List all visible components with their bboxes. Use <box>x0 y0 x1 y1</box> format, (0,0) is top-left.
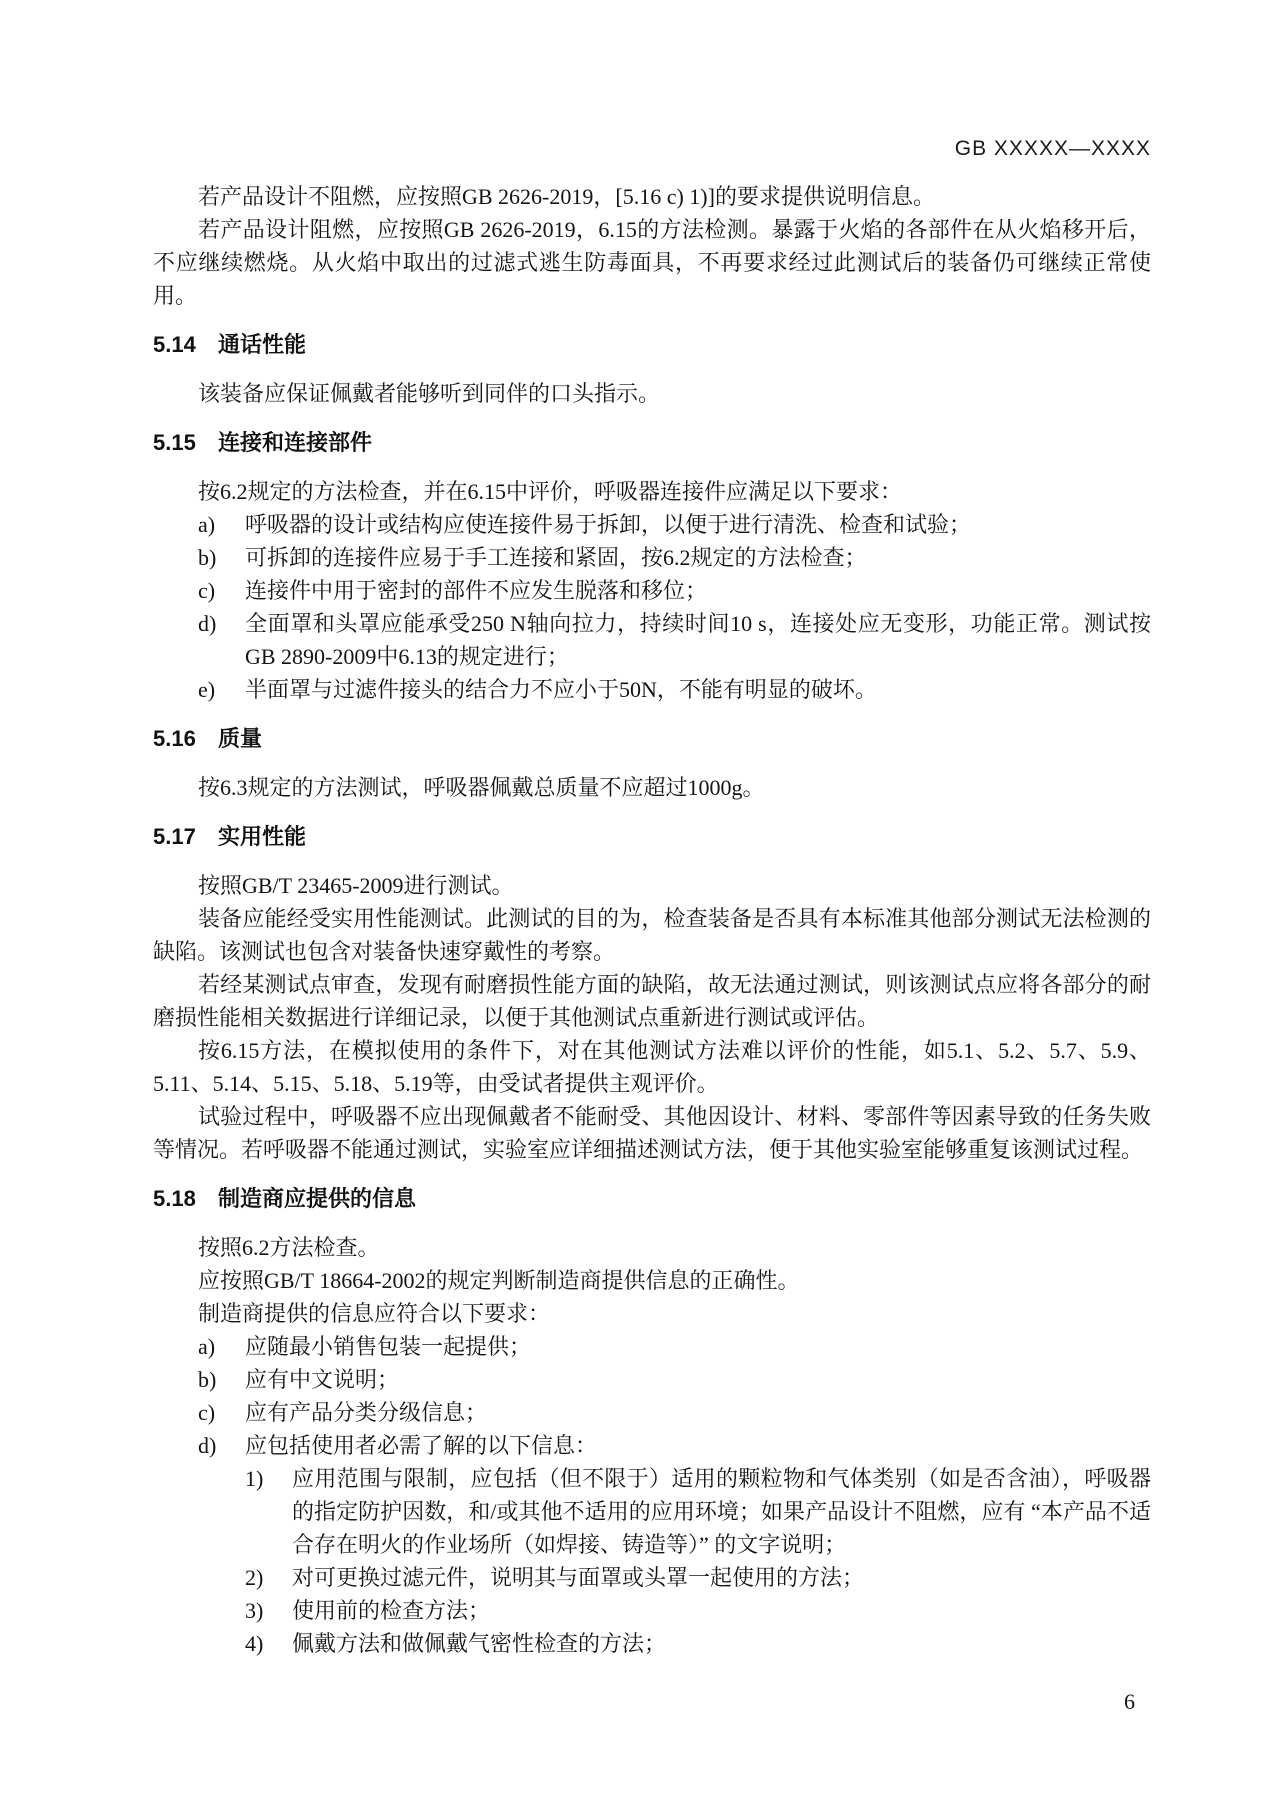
sub-list-item-text: 使用前的检查方法； <box>292 1598 491 1623</box>
sub-list-item-marker: 1) <box>245 1466 264 1491</box>
section-heading-5-14 <box>153 331 1151 359</box>
list-item-marker: a) <box>198 1334 216 1359</box>
list-item <box>153 1330 1151 1363</box>
list-item-marker: b) <box>198 545 217 570</box>
section-title: 连接和连接部件 <box>218 430 373 455</box>
sub-list-item-text: 应用范围与限制，应包括（但不限于）适用的颗粒物和气体类别（如是否含油），呼吸器的指定防护因数，和/或其他不适用的应用环境；如果产品设计不阻燃，应有 “本产品不适合存在明火的作业场所（如焊接、铸造等）” 的文字说明； <box>292 1466 1151 1557</box>
list-item-marker: e) <box>198 677 216 702</box>
list-item <box>153 1363 1151 1396</box>
section-paragraph: 按照6.2方法检查。 <box>198 1235 380 1260</box>
list-item <box>153 508 1151 541</box>
section-number: 5.14 <box>153 332 196 357</box>
sub-list-item-text: 对可更换过滤元件，说明其与面罩或头罩一起使用的方法； <box>292 1565 865 1590</box>
list-item-marker: b) <box>198 1367 217 1392</box>
list-item-text: 全面罩和头罩应能承受250 N轴向拉力，持续时间10 s，连接处应无变形，功能正常。测试按GB 2890-2009中6.13的规定进行； <box>245 611 1151 669</box>
section-paragraph: 该装备应保证佩戴者能够听到同伴的口头指示。 <box>198 381 661 406</box>
section-heading-5-16 <box>153 725 1151 753</box>
section-heading-5-17 <box>153 823 1151 851</box>
list-item-marker: c) <box>198 578 216 603</box>
list-item-marker: d) <box>198 611 217 636</box>
list-item-text: 半面罩与过滤件接头的结合力不应小于50N，不能有明显的破坏。 <box>245 677 877 702</box>
section-paragraph: 试验过程中，呼吸器不应出现佩戴者不能耐受、其他因设计、材料、零部件等因素导致的任务失败等情况。若呼吸器不能通过测试，实验室应详细描述测试方法，便于其他实验室能够重复该测试过程。 <box>153 1104 1151 1162</box>
section-paragraph: 若经某测试点审查，发现有耐磨损性能方面的缺陷，故无法通过测试，则该测试点应将各部分的耐磨损性能相关数据进行详细记录，以便于其他测试点重新进行测试或评估。 <box>153 972 1151 1030</box>
list-item-text: 应有产品分类分级信息； <box>245 1400 488 1425</box>
section-paragraph: 制造商提供的信息应符合以下要求： <box>198 1301 551 1326</box>
section-paragraph: 按6.2规定的方法检查，并在6.15中评价，呼吸器连接件应满足以下要求： <box>198 479 903 504</box>
page-number: 6 <box>1124 1689 1135 1714</box>
sub-list-item-marker: 3) <box>245 1598 264 1623</box>
list-item <box>153 607 1151 673</box>
section-number: 5.16 <box>153 726 196 751</box>
page-content <box>153 0 1151 1660</box>
section-title: 制造商应提供的信息 <box>218 1186 417 1211</box>
section-paragraph: 按照GB/T 23465-2009进行测试。 <box>198 873 514 898</box>
section-paragraph: 装备应能经受实用性能测试。此测试的目的为，检查装备是否具有本标准其他部分测试无法检测的缺陷。该测试也包含对装备快速穿戴性的考察。 <box>153 906 1151 964</box>
list-item-marker: c) <box>198 1400 216 1425</box>
list-item-text: 连接件中用于密封的部件不应发生脱落和移位； <box>245 578 708 603</box>
section-heading-5-18 <box>153 1185 1151 1213</box>
list-item-text: 应包括使用者必需了解的以下信息： <box>245 1433 598 1458</box>
sub-list-item <box>153 1594 1151 1627</box>
list-item <box>153 1429 1151 1462</box>
sub-list-item <box>153 1627 1151 1660</box>
sub-list-item-marker: 4) <box>245 1631 264 1656</box>
section-title: 实用性能 <box>218 824 307 849</box>
section-number: 5.15 <box>153 430 196 455</box>
list-item <box>153 673 1151 706</box>
sub-list-item-text: 佩戴方法和做佩戴气密性检查的方法； <box>292 1631 667 1656</box>
list-item-text: 应随最小销售包装一起提供； <box>245 1334 532 1359</box>
section-title: 通话性能 <box>218 332 307 357</box>
section-title: 质量 <box>218 726 263 751</box>
intro-paragraph: 若产品设计阻燃，应按照GB 2626-2019，6.15的方法检测。暴露于火焰的各部件在从火焰移开后，不应继续燃烧。从火焰中取出的过滤式逃生防毒面具，不再要求经过此测试后的装备仍可继续正常使用。 <box>153 217 1151 308</box>
list-item <box>153 574 1151 607</box>
sub-list-item-marker: 2) <box>245 1565 264 1590</box>
document-code-header: GB XXXXX—XXXX <box>954 137 1151 160</box>
list-item-marker: d) <box>198 1433 217 1458</box>
section-paragraph: 应按照GB/T 18664-2002的规定判断制造商提供信息的正确性。 <box>198 1268 800 1293</box>
list-item <box>153 541 1151 574</box>
list-item <box>153 1396 1151 1429</box>
section-number: 5.18 <box>153 1186 196 1211</box>
section-paragraph: 按6.3规定的方法测试，呼吸器佩戴总质量不应超过1000g。 <box>198 775 765 800</box>
sub-list-item <box>153 1561 1151 1594</box>
list-item-marker: a) <box>198 512 216 537</box>
sub-list-item <box>153 1462 1151 1561</box>
list-item-text: 呼吸器的设计或结构应使连接件易于拆卸，以便于进行清洗、检查和试验； <box>245 512 972 537</box>
list-item-text: 可拆卸的连接件应易于手工连接和紧固，按6.2规定的方法检查； <box>245 545 867 570</box>
list-item-text: 应有中文说明； <box>245 1367 400 1392</box>
section-number: 5.17 <box>153 824 196 849</box>
section-heading-5-15 <box>153 429 1151 457</box>
section-paragraph: 按6.15方法，在模拟使用的条件下，对在其他测试方法难以评价的性能，如5.1、5.2、5.7、5.9、5.11、5.14、5.15、5.18、5.19等，由受试者提供主观评价。 <box>153 1038 1151 1096</box>
intro-paragraph: 若产品设计不阻燃，应按照GB 2626-2019，[5.16 c) 1)]的要求提供说明信息。 <box>198 184 935 209</box>
